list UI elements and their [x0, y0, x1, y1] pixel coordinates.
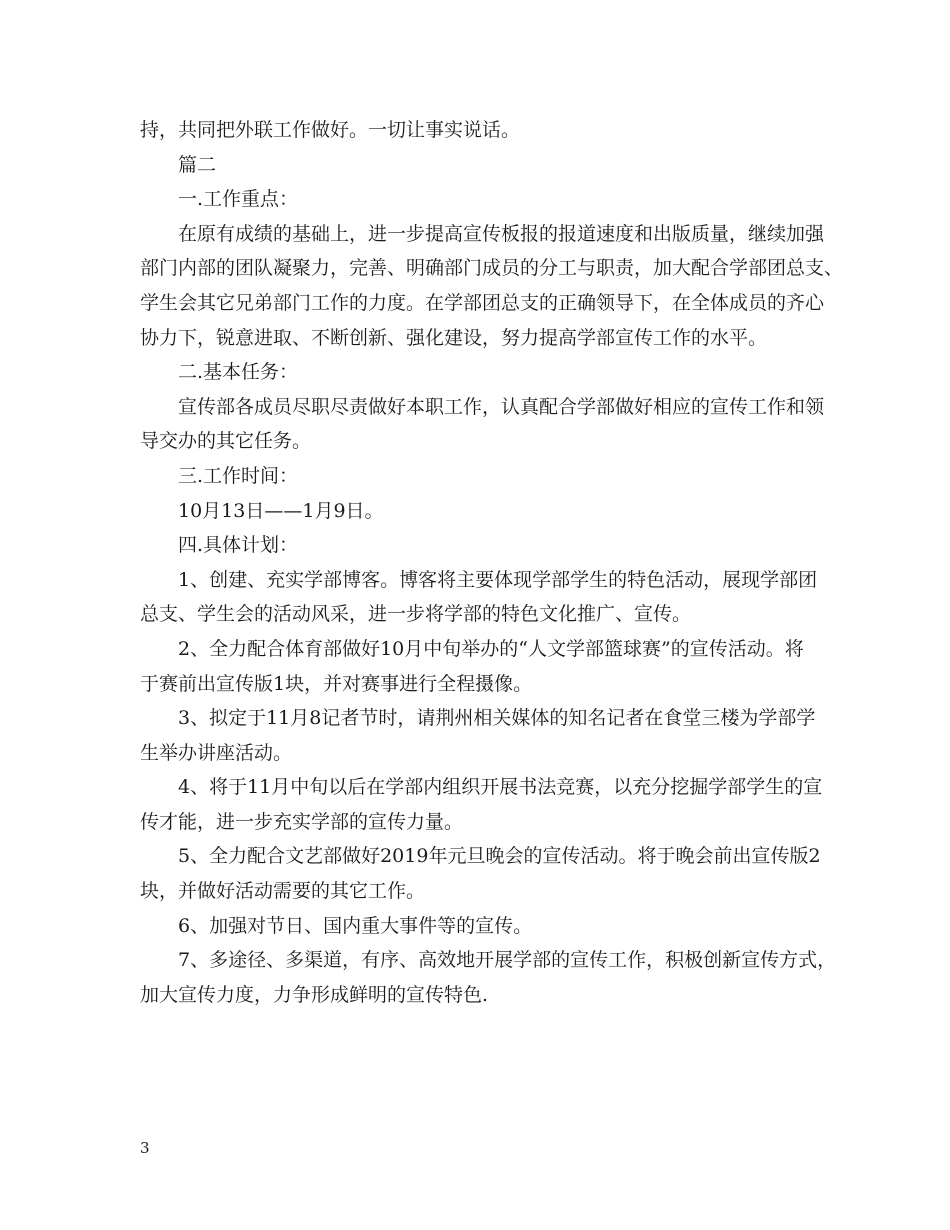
text-line: 2、全力配合体育部做好10月中旬举办的“人文学部篮球赛”的宣传活动。将 — [178, 637, 804, 660]
text-line: 7、多途径、多渠道，有序、高效地开展学部的宣传工作，积极创新宣传方式， — [178, 949, 837, 972]
text-line: 学生会其它兄弟部门工作的力度。在学部团总支的正确领导下，在全体成员的齐心 — [140, 291, 825, 314]
text-line: 于赛前出宣传版1块，并对赛事进行全程摄像。 — [140, 672, 533, 695]
text-line: 6、加强对节日、国内重大事件等的宣传。 — [178, 914, 533, 937]
text-line: 宣传部各成员尽职尽责做好本职工作，认真配合学部做好相应的宣传工作和领 — [178, 395, 825, 418]
text-line: 加大宣传力度，力争形成鲜明的宣传特色. — [140, 983, 489, 1006]
text-line: 在原有成绩的基础上，进一步提高宣传板报的报道速度和出版质量，继续加强 — [178, 222, 825, 245]
text-line: 3、拟定于11月8记者节时，请荆州相关媒体的知名记者在食堂三楼为学部学 — [178, 707, 816, 730]
page-number: 3 — [140, 1139, 150, 1157]
document-body — [140, 113, 844, 1012]
text-line: 块，并做好活动需要的其它工作。 — [140, 880, 426, 903]
text-line: 篇二 — [178, 153, 217, 176]
text-line: 10月13日——1月9日。 — [178, 499, 384, 522]
text-line: 总支、学生会的活动风采，进一步将学部的特色文化推广、宣传。 — [140, 603, 692, 626]
text-line: 生举办讲座活动。 — [140, 741, 293, 764]
text-line: 5、全力配合文艺部做好2019年元旦晚会的宣传活动。将于晚会前出宣传版2 — [178, 845, 821, 868]
text-line: 三.工作时间： — [178, 464, 299, 487]
text-line: 一.工作重点： — [178, 188, 299, 211]
text-line: 二.基本任务： — [178, 361, 299, 384]
text-line: 4、将于11月中旬以后在学部内组织开展书法竞赛，以充分挖掘学部学生的宣 — [178, 776, 823, 799]
text-line: 1、创建、充实学部博客。博客将主要体现学部学生的特色活动，展现学部团 — [178, 568, 818, 591]
text-line: 协力下，锐意进取、不断创新、强化建设，努力提高学部宣传工作的水平。 — [140, 326, 768, 349]
text-line: 四.具体计划： — [178, 534, 299, 557]
text-line: 持，共同把外联工作做好。一切让事实说话。 — [140, 119, 521, 141]
text-line: 部门内部的团队凝聚力，完善、明确部门成员的分工与职责，加大配合学部团总支、 — [140, 257, 844, 280]
text-line: 导交办的其它任务。 — [140, 430, 312, 453]
text-line: 传才能，进一步充实学部的宣传力量。 — [140, 810, 464, 833]
